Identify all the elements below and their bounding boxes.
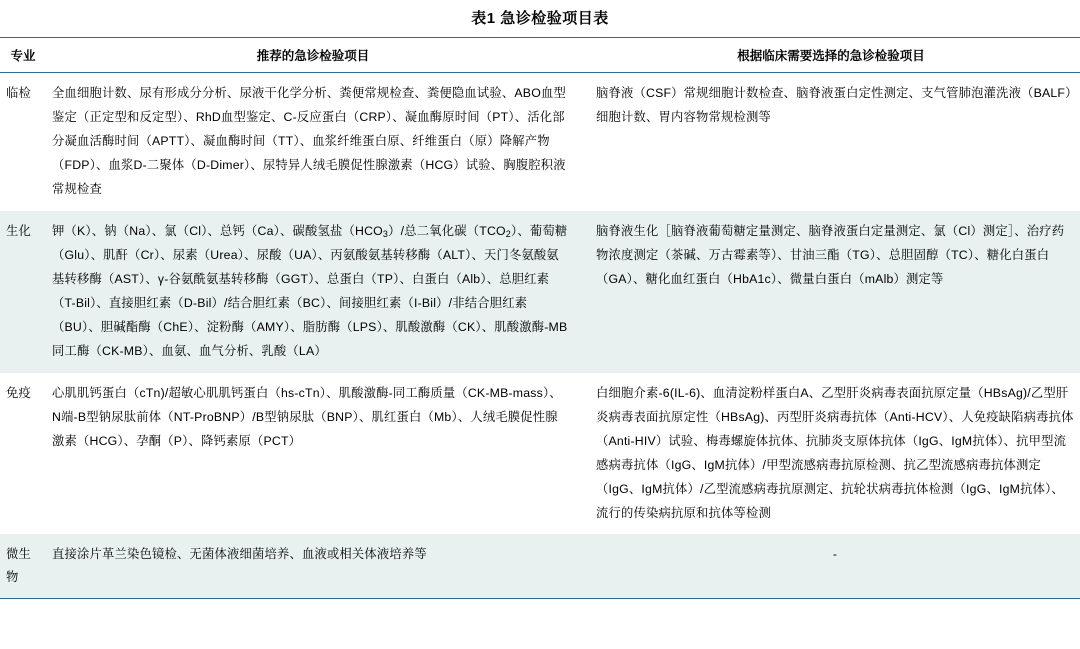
table-header-row: [0, 38, 1080, 73]
header-optional: 根据临床需要选择的急诊检验项目: [582, 38, 1080, 73]
table-body: [0, 73, 1080, 599]
cell-specialty: 临检: [6, 86, 31, 100]
table-header: [0, 38, 1080, 73]
cell-specialty: 微生物: [0, 534, 44, 598]
table-row: [0, 73, 1080, 211]
cell-optional: -: [582, 534, 1080, 598]
cell-optional: 脑脊液生化［脑脊液葡萄糖定量测定、脑脊液蛋白定量测定、氯（Cl）测定］、治疗药物浓度测定（茶碱、万古霉素等）、甘油三酯（TG）、总胆固醇（TC）、糖化白蛋白（GA）、糖化血红蛋白（HbA1c）、微量白蛋白（mAlb）测定等: [582, 211, 1080, 373]
table-row: [0, 373, 1080, 535]
table-caption: 急诊检验项目表: [500, 10, 609, 27]
emergency-test-items-table: [0, 37, 1080, 599]
header-recommended: 推荐的急诊检验项目: [44, 38, 582, 73]
table-row: [0, 534, 1080, 598]
cell-specialty: 生化: [0, 211, 44, 373]
header-specialty: 专业: [0, 38, 44, 73]
table-title: [0, 0, 1080, 37]
cell-recommended: 心肌肌钙蛋白（cTn)/超敏心肌肌钙蛋白（hs-cTn）、肌酸激酶-同工酶质量（CK-MB-mass）、N端-B型钠尿肽前体（NT-ProBNP）/B型钠尿肽（BNP）、肌红蛋白（Mb）、人绒毛膜促性腺激素（HCG）、孕酮（P）、降钙素原（PCT）: [52, 385, 562, 448]
cell-recommended: 全血细胞计数、尿有形成分分析、尿液干化学分析、粪便常规检查、粪便隐血试验、ABO血型鉴定（正定型和反定型）、RhD血型鉴定、C-反应蛋白（CRP）、凝血酶原时间（PT）、活化部分凝血活酶时间（APTT）、凝血酶时间（TT）、血浆纤维蛋白原、纤维蛋白（原）降解产物（FDP）、血浆D-二聚体（D-Dimer）、尿特异人绒毛膜促性腺激素（HCG）试验、胸腹腔积液常规检查: [52, 86, 566, 196]
cell-recommended: 钾（K）、钠（Na）、氯（Cl）、总钙（Ca）、碳酸氢盐$(HCO_3)/$总二氧化碳$(TCO_2)$、葡萄糖（Glu）、肌酐（Cr）、尿素（Urea）、尿酸（UA）、丙氨酸氨基转移酶（ALT）、天门冬氨酸氨基转移酶（AST）、γ-谷氨酰氨基转移酶（GGT）、总蛋白（TP）、白蛋白（Alb）、总胆红素（T-Bil）、直接胆红素（D-Bil）/结合胆红素（BC）、间接胆红素（I-Bil）/非结合胆红素（BU）、胆碱酯酶（ChE）、淀粉酶（AMY）、脂肪酶（LPS）、肌酸激酶（CK）、肌酸激酶-MB同工酶（CK-MB）、血氨、血气分析、乳酸（LA）: [44, 211, 582, 373]
table-number: 表1: [471, 10, 496, 27]
cell-optional: 脑脊液（CSF）常规细胞计数检查、脑脊液蛋白定性测定、支气管肺泡灌洗液（BALF）细胞计数、胃内容物常规检测等: [596, 86, 1072, 124]
cell-recommended: 直接涂片革兰染色镜检、无菌体液细菌培养、血液或相关体液培养等: [44, 534, 582, 598]
table-row: [0, 211, 1080, 373]
cell-optional: 白细胞介素-6(IL-6)、血清淀粉样蛋白A、乙型肝炎病毒表面抗原定量（HBsAg)/乙型肝炎病毒表面抗原定性（HBsAg)、丙型肝炎病毒抗体（Anti-HCV）、人免疫缺陷病毒抗体（Anti-HIV）试验、梅毒螺旋体抗体、抗肺炎支原体抗体（IgG、IgM抗体）、抗甲型流感病毒抗体（IgG、IgM抗体）/甲型流感病毒抗原检测、抗乙型流感病毒抗体测定（IgG、IgM抗体）/乙型流感病毒抗原测定、抗轮状病毒抗体检测（IgG、IgM抗体）、流行的传染病抗原和抗体等检测: [596, 385, 1074, 520]
cell-specialty: 免疫: [6, 385, 31, 400]
